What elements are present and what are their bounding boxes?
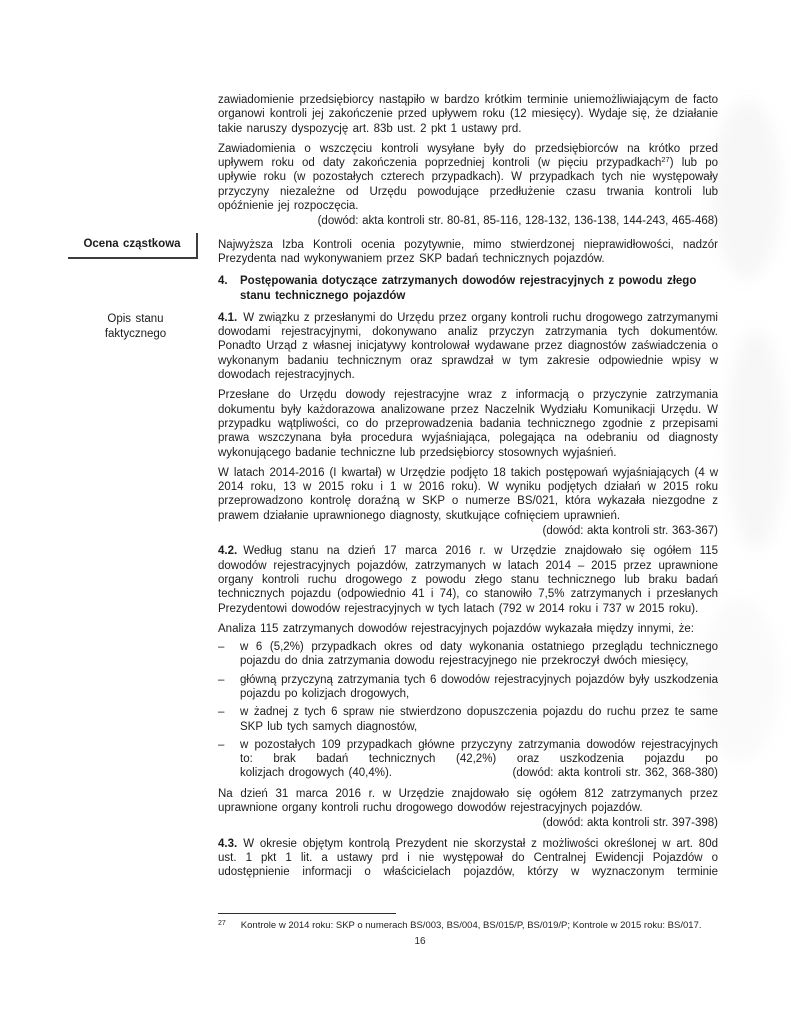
bullet-item-2 xyxy=(218,673,718,702)
footnote-separator-rule xyxy=(218,913,396,914)
opis-stanu-faktycznego-label: Opis stanu faktycznego xyxy=(104,312,167,340)
paragraph-text: zawiadomienie przedsiębiorcy nastąpiło w bardzo krótkim terminie uniemożliwiającym de facto organowi kontroli jej zakończenie przed upływem roku (12 miesięcy). Wydaje się, że działanie takie naruszy dyspozycję art. 83b ust. 2 pkt 1 ustawy prd. xyxy=(218,94,718,135)
paragraph-text: W okresie objętym kontrolą Prezydent nie skorzystał z możliwości określonej w art. 80d ust. 1 pkt 1 lit. a ustawy prd i nie występował do Centralnej Ewidencji Pojazdów o udostępnienie informacji o właścicielach pojazdów, którzy w wyznaczonym terminie xyxy=(218,837,718,879)
paragraph-text: Na dzień 31 marca 2016 r. w Urzędzie znajdowało się ogółem 812 zatrzymanych przez uprawnione organy kontroli ruchu drogowego dowodów rejestracyjnych pojazdów. xyxy=(218,787,718,815)
bullet-text: w 6 (5,2%) przypadkach okres od daty wykonania ostatniego przeglądu technicznego pojazdu do dnia zatrzymania dowodu rejestracyjnego nie przekroczył dwóch miesięcy, xyxy=(240,641,718,668)
paragraph-4-3 xyxy=(218,837,718,880)
bullet-item-4 xyxy=(218,738,718,781)
paragraph-text: Najwyższa Izba Kontroli ocenia pozytywnie, mimo stwierdzonej nieprawidłowości, nadzór Prezydenta nad wykonywaniem przez SKP badań technicznych pojazdów. xyxy=(218,238,718,265)
paragraph-ocena-czastkowa xyxy=(83,237,718,267)
footnote-marker: 27 xyxy=(218,920,226,927)
ocena-czastkowa-label: Ocena cząstkowa xyxy=(68,233,198,259)
paragraph-number: 4.3. xyxy=(218,837,238,850)
paragraph-text: W związku z przesłanymi do Urzędu przez organy kontroli ruchu drogowego zatrzymanymi dowodami rejestracyjnymi, dokonywano analiz przyczyn zatrzymania tych dokumentów. Ponadto Urząd z własnej inicjatywy kontrolował wydawane przez diagnostów zaświadczenia o wykonanym badaniu technicznym oraz sprawdzał w tym zakresie odpowiednie wpisy w dowodach rejestracyjnych. xyxy=(218,311,718,382)
paragraph-zawiadomienie xyxy=(218,93,718,136)
paragraph-text: Według stanu na dzień 17 marca 2016 r. w Urzędzie znajdowało się ogółem 115 dowodów rejestracyjnych pojazdów, zatrzymanych w latach 2014 – 2015 przez uprawnione organy kontroli ruchu drogowego z powodu złego stanu technicznego lub braku badań technicznych pojazdu (odpowiednio 41 i 74), co stanowiło 7,5% zatrzymanych i przesłanych Prezydentowi dowodów rejestracyjnych w tych latach (792 w 2014 roku i 737 w 2015 roku). xyxy=(218,545,718,615)
scan-noise xyxy=(712,100,782,280)
paragraph-text: W latach 2014-2016 (I kwartał) w Urzędzie podjęto 18 takich postępowań wyjaśniających (4 w 2014 roku, 13 w 2015 roku i 1 w 2016 roku). W wyniku podjętych działań w 2015 roku przeprowadzono kontrolę doraźną w SKP o numerze BS/021, która wykazała niezgodne z prawem działanie uprawnionego diagnosty, skutkujące cofnięciem uprawnień. xyxy=(218,466,718,522)
section-heading-4 xyxy=(218,274,718,303)
footnote-text: Kontrole w 2014 roku: SKP o numerach BS/003, BS/004, BS/015/P, BS/019/P; Kontrole w 2015 roku: BS/017. xyxy=(240,920,702,931)
paragraph-na-dzien xyxy=(218,787,718,816)
evidence-reference-inline: (dowód: akta kontroli str. 362, 368-380) xyxy=(512,767,718,780)
paragraph-text: ) lub po upływie roku (w pozostałych czterech przypadkach). W przypadkach tych nie występowały przyczyny niezależne od Urzędu powodujące przedłużenie czasu trwania kontroli lub opóźnienie jej rozpoczęcia. xyxy=(218,157,718,213)
section-number: 4. xyxy=(218,275,228,288)
dash-bullet-icon: – xyxy=(218,706,225,719)
paragraph-zawiadomienia-kontrole xyxy=(218,142,718,213)
bullet-item-3 xyxy=(218,705,718,734)
paragraph-w-latach xyxy=(218,466,718,523)
footnote-reference-27: 27 xyxy=(661,155,670,165)
bullet-text: w pozostałych 109 przypadkach główne przyczyny zatrzymania dowodów rejestracyjnych to: brak badań technicznych (42,2%) oraz uszkodzenia pojazdu po kolizjach drogowych (40,4%). (dowód: akta kontroli str. 362, 368-380) xyxy=(240,738,718,780)
bullet-text: w żadnej z tych 6 spraw nie stwierdzono dopuszczenia pojazdu do ruchu przez te same SKP lub tych samych diagnostów, xyxy=(240,706,718,733)
dash-bullet-icon: – xyxy=(218,641,225,654)
bullet-text-last-line: kolizjach drogowych (40,4%). xyxy=(240,767,392,780)
paragraph-number: 4.1. xyxy=(218,311,238,324)
evidence-reference-line-1: (dowód: akta kontroli str. 80-81, 85-116, 128-132, 136-138, 144-243, 465-468) xyxy=(317,215,718,228)
footnote xyxy=(218,920,738,931)
text-column xyxy=(83,93,718,880)
paragraph-przeslane xyxy=(218,388,718,459)
page-number: 16 xyxy=(414,936,426,947)
paragraph-4-1 xyxy=(104,311,718,382)
paragraph-text: Przesłane do Urzędu dowody rejestracyjne wraz z informacją o przyczynie zatrzymania dokumentu były każdorazowa analizowane przez Naczelnik Wydziału Komunikacji Urzędu. W przypadku wątpliwości, co do przeprowadzenia badania technicznego zgodnie z przepisami prawa wszczynana była procedura wyjaśniająca, polegająca na odebraniu od diagnosty wykonującego badanie techniczne lub przedsiębiorcy stosownych wyjaśnień. xyxy=(218,389,718,459)
bullet-item-1 xyxy=(218,640,718,669)
section-title: Postępowania dotyczące zatrzymanych dowodów rejestracyjnych z powodu złego stanu technicznego pojazdów xyxy=(240,275,697,302)
evidence-reference-line-3: (dowód: akta kontroli str. 397-398) xyxy=(542,817,718,830)
paragraph-4-2 xyxy=(218,544,718,615)
evidence-reference-line-2: (dowód: akta kontroli str. 363-367) xyxy=(542,525,718,538)
dash-bullet-icon: – xyxy=(218,673,225,686)
scan-noise xyxy=(726,330,786,550)
paragraph-number: 4.2. xyxy=(218,545,238,558)
paragraph-text: Zawiadomienia o wszczęciu kontroli wysyłane były do przedsiębiorców na krótko przed upływem roku od daty zakończenia poprzedniej kontroli (w pięciu przypadkach xyxy=(218,142,718,170)
dash-bullet-icon: – xyxy=(218,738,225,751)
bullet-text: główną przyczyną zatrzymania tych 6 dowodów rejestracyjnych pojazdów były uszkodzenia pojazdu po kolizjach drogowych, xyxy=(240,673,718,700)
paragraph-analiza: Analiza 115 zatrzymanych dowodów rejestracyjnych pojazdów wykazała między innymi, że: xyxy=(218,622,694,635)
